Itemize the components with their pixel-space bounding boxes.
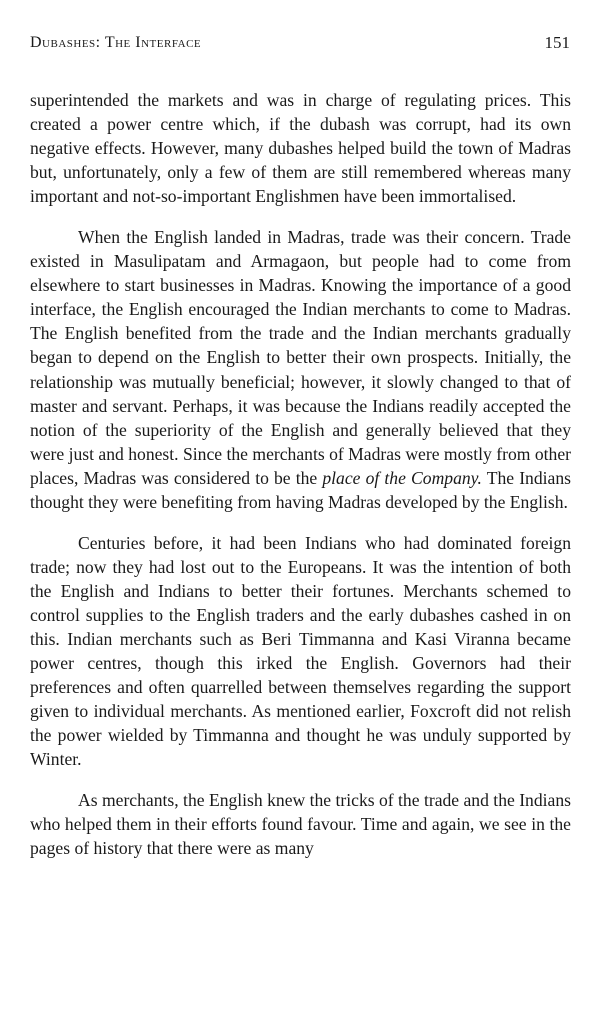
paragraph-2-text-end: The Indians thought they were benefiting from having Madras developed by the English. — [30, 467, 571, 512]
running-header — [30, 34, 570, 58]
paragraph-2 — [30, 225, 571, 514]
paragraph-2-italic-phrase: place of the Company. — [322, 467, 482, 488]
running-title: Dubashes: The Interface — [30, 34, 202, 51]
paragraph-2-text: When the English landed in Madras, trade was their concern. Trade existed in Masulipatam and Armagaon, but people had to come from elsewhere to start businesses in Madras. Knowing the importance of a good interface, the English encouraged the Indian merchants to come to Madras. The English benefited from the trade and the Indian merchants gradually began to depend on the English to better their own prospects. Initially, the relationship was mutually beneficial; however, it slowly changed to that of master and servant. Perhaps, it was because the Indians readily accepted the notion of the superiority of the English and generally believed that they were just and honest. Since the merchants of Madras were mostly from other places, Madras was considered to be the — [30, 227, 571, 488]
paragraph-3: Centuries before, it had been Indians who had dominated foreign trade; now they had lost out to the Europeans. It was the intention of both the English and Indians to better their fortunes. Merchants schemed to control supplies to the English traders and the early dubashes cashed in on this. Indian merchants such as Beri Timmanna and Kasi Viranna became power centres, though this irked the English. Governors had their preferences and often quarrelled between themselves regarding the support given to individual merchants. As mentioned earlier, Foxcroft did not relish the power wielded by Timmanna and thought he was unduly supported by Winter. — [30, 532, 571, 770]
page-number: 151 — [544, 33, 570, 52]
paragraph-1: superintended the markets and was in charge of regulating prices. This created a power centre which, if the dubash was corrupt, had its own negative effects. However, many dubashes helped build the town of Madras but, unfortunately, only a few of them are still remembered whereas many important and not-so-important Englishmen have been immortalised. — [30, 90, 571, 207]
paragraph-4: As merchants, the English knew the tricks of the trade and the Indians who helped them in their efforts found favour. Time and again, we see in the pages of history that there were as many — [30, 790, 571, 859]
body-text — [30, 88, 571, 877]
